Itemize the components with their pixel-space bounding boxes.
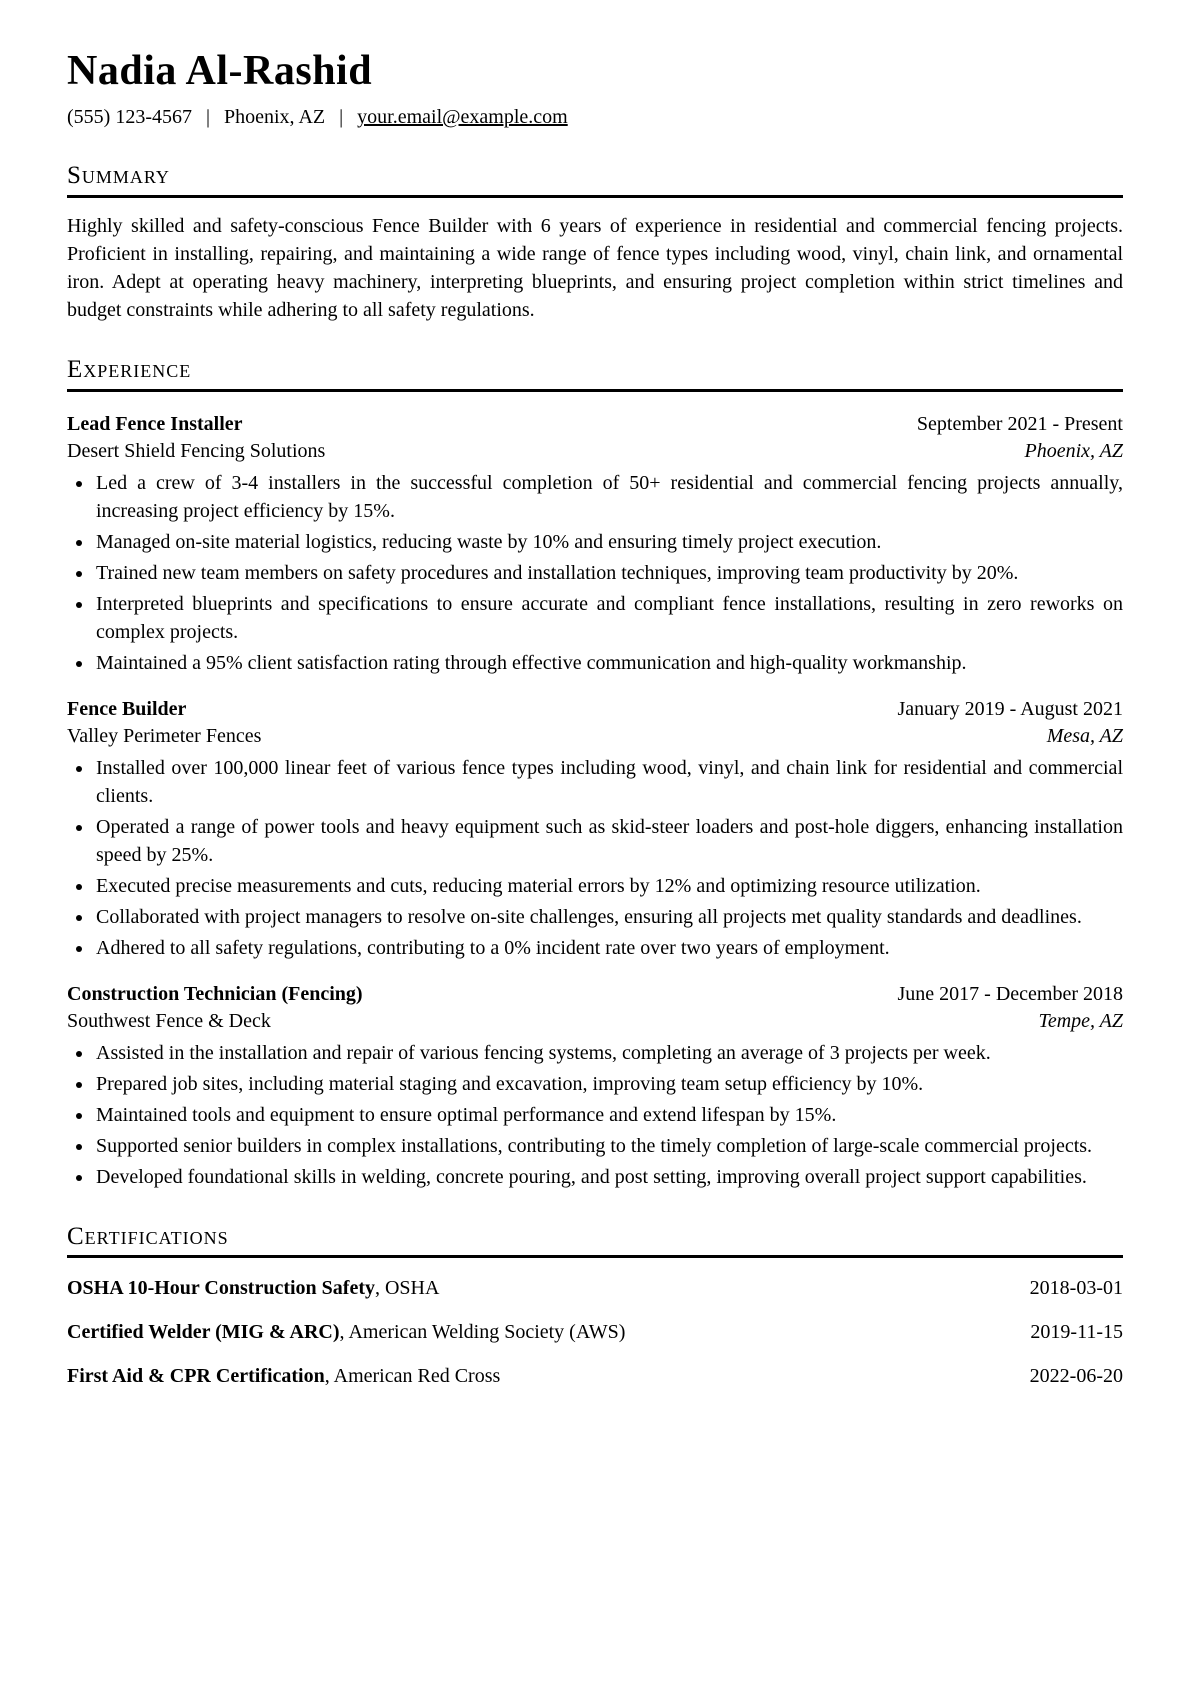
job-bullet: • Trained new team members on safety procedures and installation techniques, improving team productivity by 20%. [94,559,1123,587]
job-entry [67,411,1123,677]
job-title-row [67,411,1123,438]
certification-label [67,1363,500,1390]
job-bullet: • Supported senior builders in complex installations, contributing to the timely completion of large-scale commercial projects. [94,1132,1123,1160]
summary-section [67,162,1123,324]
job-bullets [67,469,1123,677]
job-company: Southwest Fence & Deck [67,1009,271,1032]
job-list [67,411,1123,1191]
summary-text: Highly skilled and safety-conscious Fence Builder with 6 years of experience in residential and commercial fencing projects. Proficient in installing, repairing, and maintaining a wide range of fence types including wood, vinyl, chain link, and ornamental iron. Adept at operating heavy machinery, interpreting blueprints, and ensuring project completion within strict timelines and budget constraints while adhering to all safety regulations. [67,214,1123,321]
person-name: Nadia Al-Rashid [67,48,373,94]
job-bullet: • Assisted in the installation and repair of various fencing systems, completing an average of 3 projects per week. [94,1039,1123,1067]
certification-row [67,1275,1123,1302]
certifications-heading: Certifications [67,1223,1123,1259]
job-bullet: • Operated a range of power tools and heavy equipment such as skid-steer loaders and post-hole diggers, enhancing installation speed by 25%. [94,813,1123,869]
job-dates: January 2019 - August 2021 [897,697,1123,720]
certification-date: 2022-06-20 [1029,1365,1123,1388]
certification-date: 2019-11-15 [1030,1321,1123,1344]
job-entry [67,981,1123,1191]
job-location: Mesa, AZ [1046,724,1123,747]
certification-issuer: , OSHA [374,1277,440,1300]
certifications-section [67,1223,1123,1391]
job-bullet: • Executed precise measurements and cuts, reducing material errors by 12% and optimizing resource utilization. [94,872,1123,900]
location-text: Phoenix, AZ [224,106,326,129]
certification-date: 2018-03-01 [1029,1277,1123,1300]
phone-number: (555) 123-4567 [67,106,192,129]
certification-issuer: , American Red Cross [324,1365,501,1388]
job-bullet: • Interpreted blueprints and specifications to ensure accurate and compliant fence installations, resulting in zero reworks on complex projects. [94,590,1123,646]
certification-row [67,1363,1123,1390]
job-bullet: • Led a crew of 3-4 installers in the successful completion of 50+ residential and commercial fencing projects annually, increasing project efficiency by 15%. [94,469,1123,525]
certification-label [67,1275,439,1302]
job-title: Fence Builder [67,697,187,720]
contact-separator: | [205,106,210,129]
job-dates: September 2021 - Present [916,412,1123,435]
job-title: Lead Fence Installer [67,412,243,435]
job-company: Desert Shield Fencing Solutions [67,439,326,462]
job-bullets [67,1039,1123,1191]
certification-row [67,1319,1123,1346]
job-bullet: • Developed foundational skills in welding, concrete pouring, and post setting, improving overall project support capabilities. [94,1163,1123,1191]
experience-heading: Experience [67,356,1123,392]
certification-name: OSHA 10-Hour Construction Safety [67,1277,375,1300]
certification-name: Certified Welder (MIG & ARC) [67,1321,340,1344]
certification-list [67,1275,1123,1390]
job-company: Valley Perimeter Fences [67,724,262,747]
job-title-row [67,981,1123,1008]
job-dates: June 2017 - December 2018 [897,982,1123,1005]
contact-separator: | [339,106,344,129]
contact-line [67,104,1123,130]
certification-issuer: , American Welding Society (AWS) [339,1321,626,1344]
job-company-row [67,438,1123,465]
email-link[interactable]: your.email@example.com [357,106,568,129]
job-bullet: • Maintained tools and equipment to ensure optimal performance and extend lifespan by 15%. [94,1101,1123,1129]
job-location: Phoenix, AZ [1024,439,1123,462]
job-location: Tempe, AZ [1038,1009,1123,1032]
resume-header [67,48,1123,130]
job-entry [67,696,1123,962]
certification-label [67,1319,625,1346]
job-title: Construction Technician (Fencing) [67,982,363,1005]
job-bullet: • Installed over 100,000 linear feet of various fence types including wood, vinyl, and chain link for residential and commercial clients. [94,754,1123,810]
job-company-row [67,1008,1123,1035]
job-bullet: • Collaborated with project managers to resolve on-site challenges, ensuring all projects met quality standards and deadlines. [94,903,1123,931]
certification-name: First Aid & CPR Certification [67,1365,325,1388]
job-bullets [67,754,1123,962]
job-company-row [67,723,1123,750]
job-bullet: • Maintained a 95% client satisfaction rating through effective communication and high-quality workmanship. [94,649,1123,677]
job-title-row [67,696,1123,723]
job-bullet: • Adhered to all safety regulations, contributing to a 0% incident rate over two years of employment. [94,934,1123,962]
job-bullet: • Managed on-site material logistics, reducing waste by 10% and ensuring timely project execution. [94,528,1123,556]
summary-heading: Summary [67,162,1123,198]
job-bullet: • Prepared job sites, including material staging and excavation, improving team setup efficiency by 10%. [94,1070,1123,1098]
experience-section [67,356,1123,1191]
